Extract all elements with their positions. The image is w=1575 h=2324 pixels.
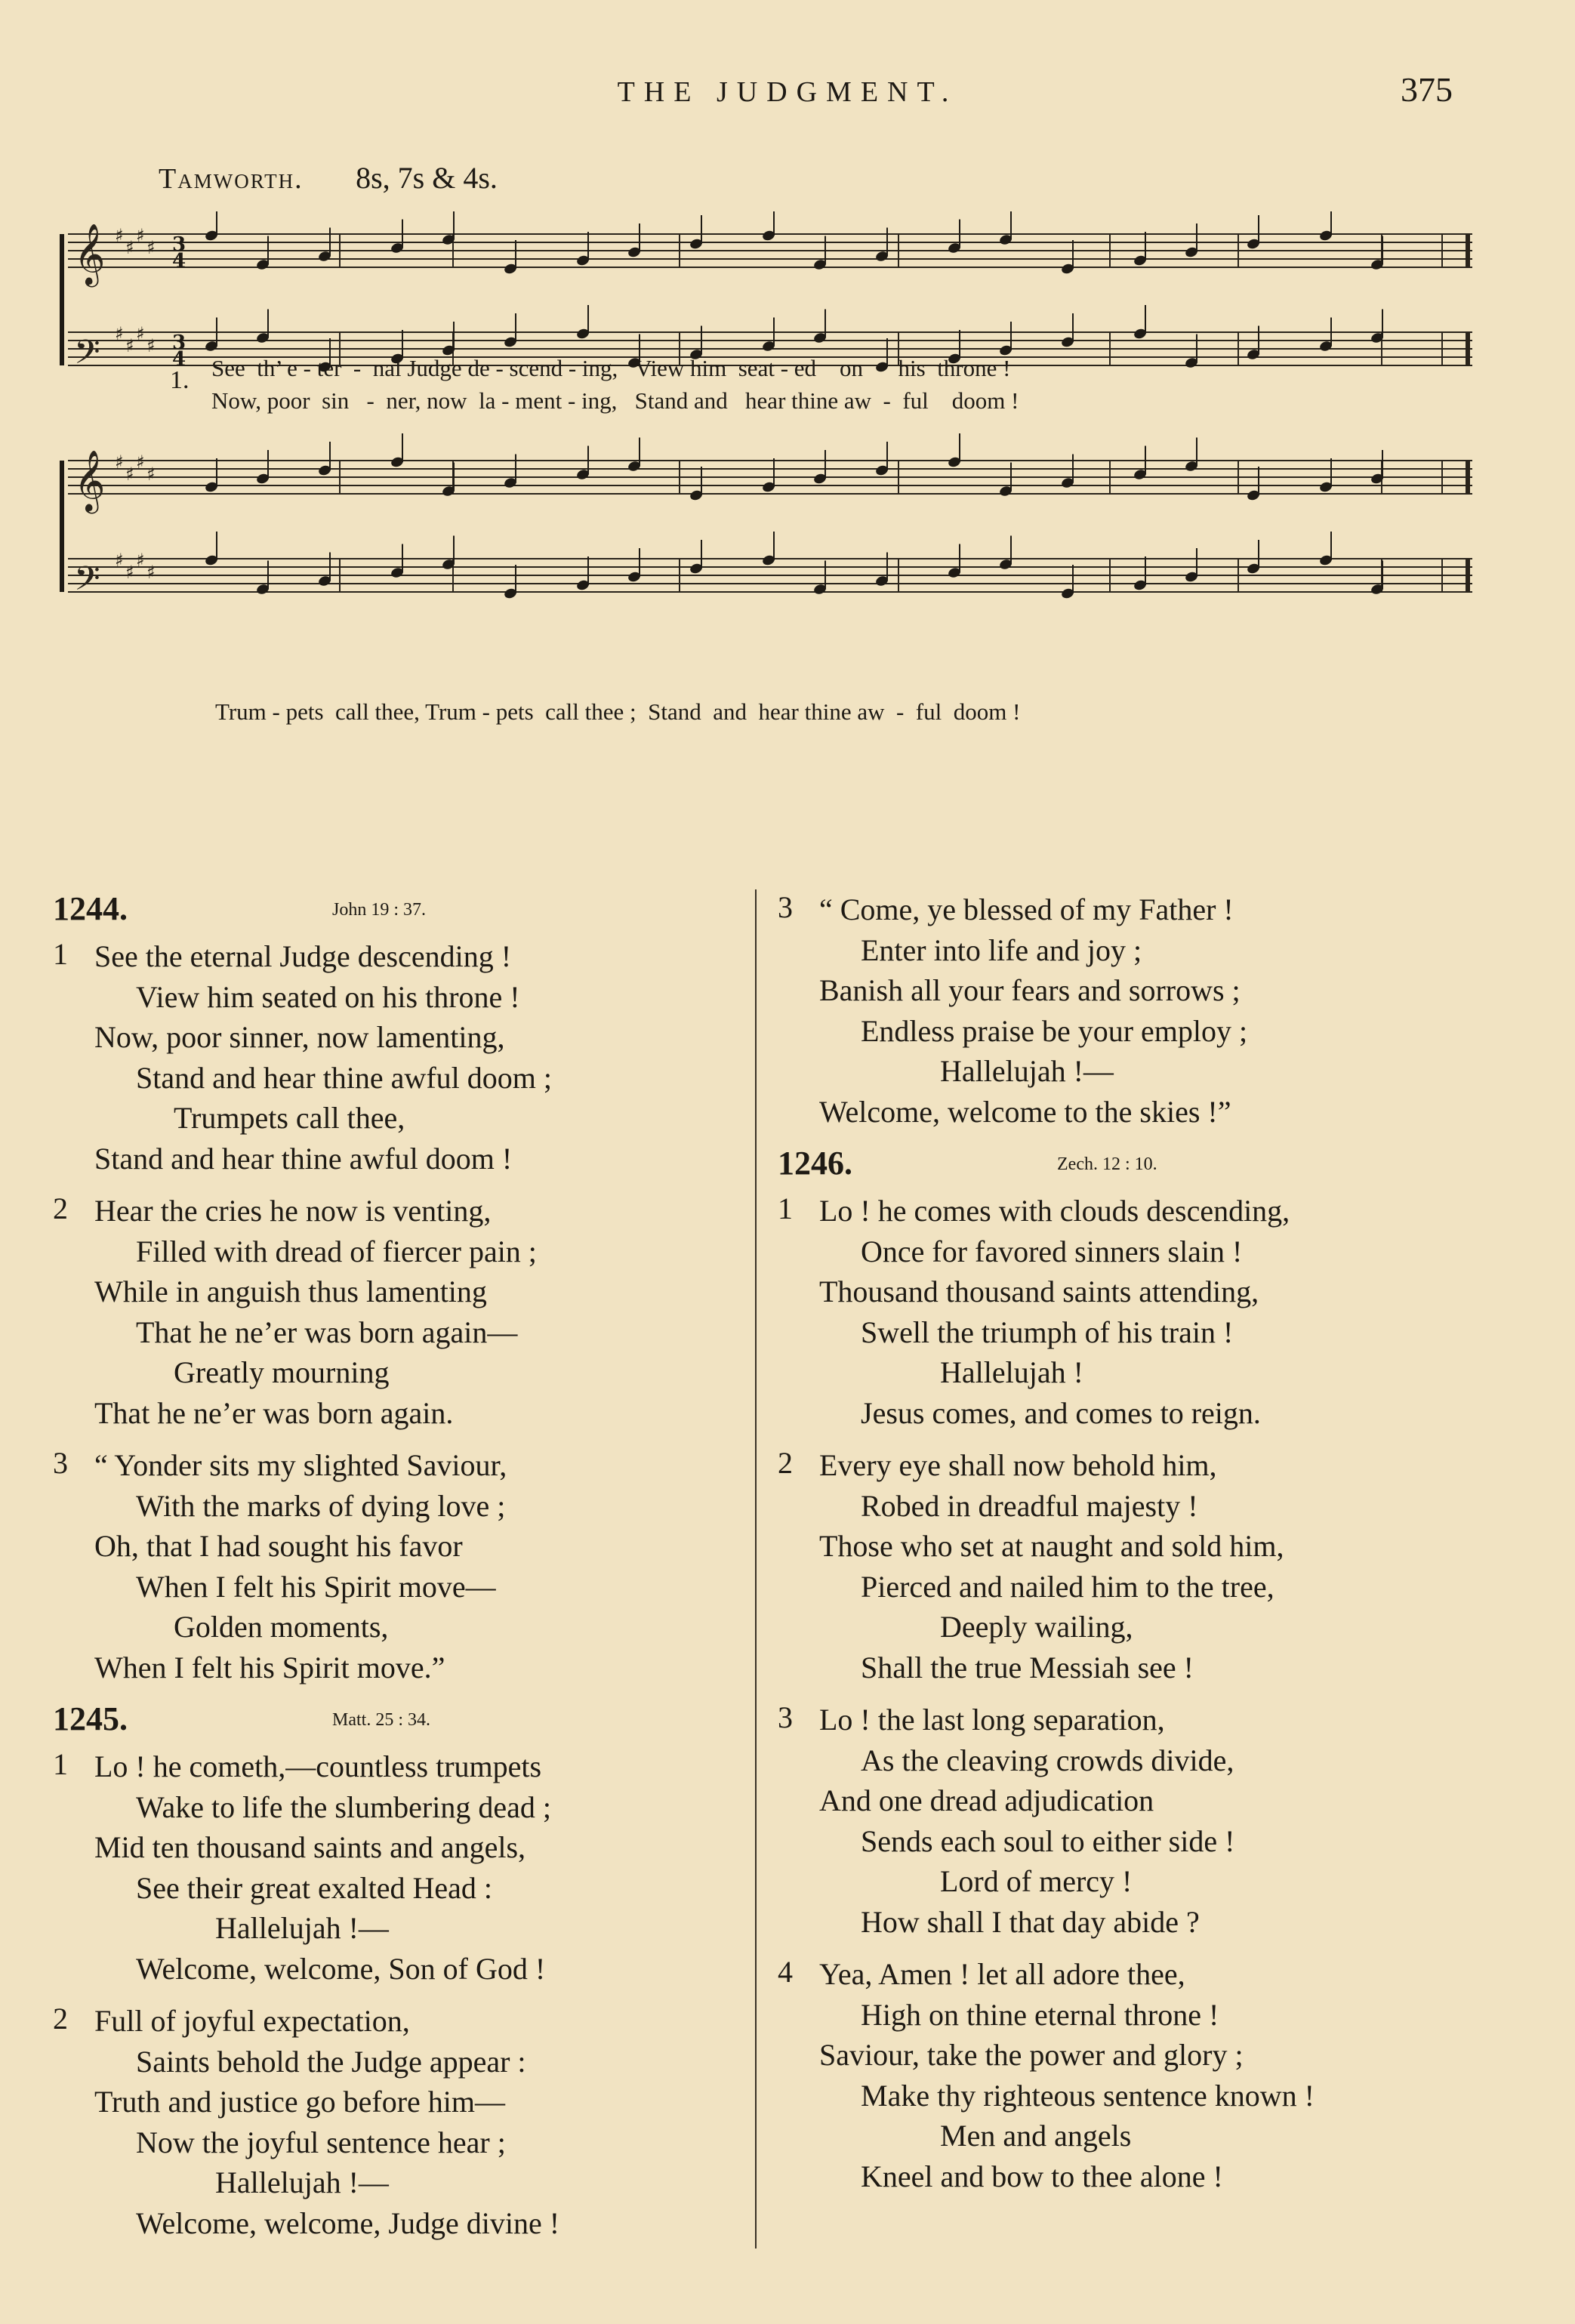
right-column [778,889,1503,2208]
stanza [778,889,1503,1132]
sharp-icon: ♯ [146,464,156,485]
lyric-line-2: Now, poor sin - ner, now la - ment - ing, Stand and hear thine aw - ful doom ! [211,387,1019,414]
verse-line: Truth and justice go before him— [94,2085,506,2119]
verse-line: While in anguish thus lamenting [94,1275,487,1308]
stanza [778,1954,1503,2196]
scripture-reference: Matt. 25 : 34. [332,1710,430,1730]
verse-line: Saviour, take the power and glory ; [819,2038,1244,2072]
time-signature-bottom: 4 [172,250,186,273]
verse-line: And one dread adjudication [819,1783,1154,1817]
verse-line: Hallelujah !— [215,1911,389,1945]
verse-line: Jesus comes, and comes to reign. [861,1395,1261,1430]
verse-line: Make thy righteous sentence known ! [861,2078,1315,2113]
verse-line: Lord of mercy ! [940,1864,1133,1898]
verse-line: How shall I that day abide ? [861,1904,1200,1939]
stanza-number: 1 [53,1747,68,1781]
verse-line: Welcome, welcome, Son of God ! [136,1951,546,1986]
verse-line: Thousand thousand saints attending, [819,1275,1259,1308]
score-staves [53,211,1487,876]
verse-line: Welcome, welcome, Judge divine ! [136,2205,560,2240]
verse-line: Saints behold the Judge appear : [136,2044,526,2079]
stanza [53,1191,732,1433]
verse-line: Oh, that I had sought his favor [94,1529,463,1563]
stanza-number: 2 [778,1446,793,1480]
running-head: THE JUDGMENT. [617,76,958,108]
verse-line: Mid ten thousand saints and angels, [94,1830,526,1864]
verse-line: With the marks of dying love ; [136,1488,506,1523]
verse-line: Banish all your fears and sorrows ; [819,973,1241,1007]
stanza-number: 2 [53,2002,68,2036]
music-score [53,211,1487,876]
verse-line: Stand and hear thine awful doom ; [136,1060,552,1095]
verse-line: See the eternal Judge descending ! [94,939,512,973]
verse-line: Shall the true Messiah see ! [861,1650,1194,1684]
stanza [53,2001,732,2243]
verse-line: See their great exalted Head : [136,1870,492,1905]
bass-clef-icon: 𝄢 [74,559,100,606]
verse-number: 1. [170,366,190,394]
sharp-icon: ♯ [115,323,124,344]
verse-line: Those who set at naught and sold him, [819,1529,1284,1563]
verse-line: That he ne’er was born again. [94,1395,454,1430]
sharp-icon: ♯ [136,323,145,344]
sharp-icon: ♯ [125,464,134,485]
stanza [778,1445,1503,1688]
verse-line: Now the joyful sentence hear ; [136,2125,506,2159]
sharp-icon: ♯ [146,237,156,258]
verse-line: Kneel and bow to thee alone ! [861,2159,1223,2193]
sharp-icon: ♯ [136,225,145,246]
verse-line: Hear the cries he now is venting, [94,1194,492,1228]
verse-line: View him seated on his throne ! [136,979,520,1014]
stanza-number: 1 [778,1191,793,1225]
verse-line: Lo ! he comes with clouds descending, [819,1194,1290,1228]
sharp-icon: ♯ [115,225,124,246]
stanza-number: 3 [778,890,793,924]
sharp-icon: ♯ [136,452,145,473]
verse-line: Yea, Amen ! let all adore thee, [819,1957,1185,1991]
sharp-icon: ♯ [146,335,156,356]
verse-line: “ Come, ye blessed of my Father ! [819,892,1234,926]
time-signature-bottom: 4 [172,348,186,371]
verse-line: Robed in dreadful majesty ! [861,1488,1198,1523]
verse-line: Endless praise be your employ ; [861,1013,1248,1048]
stanza [53,1445,732,1688]
stanza [53,1746,732,1989]
sharp-icon: ♯ [146,562,156,583]
verse-line: Every eye shall now behold him, [819,1448,1217,1482]
verse-line: High on thine eternal throne ! [861,1997,1219,2032]
verse-line: Full of joyful expectation, [94,2004,410,2038]
hymn-heading [53,1700,732,1746]
verse-line: Golden moments, [174,1610,389,1644]
verse-line: When I felt his Spirit move— [136,1569,496,1604]
scripture-reference: Zech. 12 : 10. [1057,1154,1157,1174]
verse-line: “ Yonder sits my slighted Saviour, [94,1448,507,1482]
verse-line: Enter into life and joy ; [861,932,1142,967]
verse-line: As the cleaving crowds divide, [861,1743,1234,1777]
verse-line: Trumpets call thee, [174,1101,405,1135]
verse-line: Once for favored sinners slain ! [861,1234,1243,1268]
stanza-number: 3 [53,1446,68,1480]
verse-line: Pierced and nailed him to the tree, [861,1569,1274,1604]
page-number: 375 [1401,70,1453,109]
verse-line: Hallelujah ! [940,1355,1083,1389]
stanza-number: 2 [53,1191,68,1225]
verse-line: Filled with dread of fiercer pain ; [136,1234,537,1268]
hymn-heading [778,1144,1503,1191]
tune-name: Tamworth. [159,163,304,195]
sharp-icon: ♯ [136,550,145,571]
sharp-icon: ♯ [125,562,134,583]
sharp-icon: ♯ [125,237,134,258]
time-signature-top: 3 [172,331,186,354]
stanza [53,936,732,1179]
verse-line: Swell the triumph of his train ! [861,1315,1234,1349]
time-signature-top: 3 [172,233,186,256]
sharp-icon: ♯ [115,452,124,473]
verse-line: Stand and hear thine awful doom ! [94,1141,513,1176]
stanza-number: 3 [778,1700,793,1734]
verse-line: Welcome, welcome to the skies !” [819,1094,1231,1129]
stanza-number: 4 [778,1955,793,1989]
verse-line: Greatly mourning [174,1355,390,1389]
tune-meter: 8s, 7s & 4s. [356,161,498,195]
sharp-icon: ♯ [125,335,134,356]
hymn-number: 1245. [53,1700,128,1737]
verse-line: Wake to life the slumbering dead ; [136,1789,551,1824]
verse-line: Hallelujah !— [215,2165,389,2199]
verse-line: That he ne’er was born again— [136,1315,518,1349]
verse-line: Hallelujah !— [940,1054,1114,1088]
hymn-number: 1246. [778,1145,852,1182]
column-divider [755,889,757,2248]
verse-line: Now, poor sinner, now lamenting, [94,1020,505,1054]
sharp-icon: ♯ [115,550,124,571]
verse-line: Men and angels [940,2119,1132,2153]
treble-clef-icon: 𝄞 [74,449,106,511]
lyric-line-3: Trum - pets call thee, Trum - pets call thee ; Stand and hear thine aw - ful doom ! [215,698,1021,725]
treble-clef-icon: 𝄞 [74,223,106,285]
hymn-heading [53,889,732,936]
verse-line: Sends each soul to either side ! [861,1823,1235,1858]
hymn-number: 1244. [53,890,128,927]
tune-title [159,160,498,196]
lyric-line-1: See th’ e - ter - nal Judge de - scend - ing, View him seat - ed on his throne ! [211,355,1011,381]
bass-clef-icon: 𝄢 [74,332,100,380]
verse-line: Lo ! he cometh,—countless trumpets [94,1749,542,1783]
stanza-number: 1 [53,937,68,971]
stanza [778,1191,1503,1433]
stanza [778,1700,1503,1942]
scripture-reference: John 19 : 37. [332,900,427,920]
verse-line: Lo ! the last long separation, [819,1703,1165,1737]
verse-line: Deeply wailing, [940,1610,1133,1644]
left-column [53,889,732,2255]
verse-line: When I felt his Spirit move.” [94,1650,445,1684]
